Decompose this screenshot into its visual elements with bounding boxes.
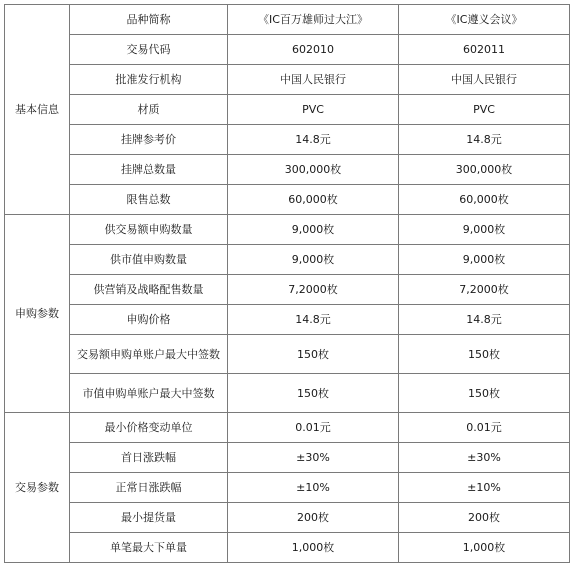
value-product-a: 《IC百万雄师过大江》 bbox=[228, 5, 399, 35]
row-label: 供市值申购数量 bbox=[70, 245, 228, 275]
table-row bbox=[5, 125, 570, 155]
value-product-a: ±30% bbox=[228, 443, 399, 473]
row-label: 首日涨跌幅 bbox=[70, 443, 228, 473]
value-product-a: 60,000枚 bbox=[228, 185, 399, 215]
row-label: 最小提货量 bbox=[70, 503, 228, 533]
table-row bbox=[5, 155, 570, 185]
row-label: 供交易额申购数量 bbox=[70, 215, 228, 245]
row-label: 单笔最大下单量 bbox=[70, 533, 228, 563]
value-product-b: 中国人民银行 bbox=[399, 65, 570, 95]
table-row bbox=[5, 413, 570, 443]
value-product-b: 1,000枚 bbox=[399, 533, 570, 563]
row-label: 挂牌参考价 bbox=[70, 125, 228, 155]
value-product-b: PVC bbox=[399, 95, 570, 125]
table-row bbox=[5, 185, 570, 215]
table-row bbox=[5, 374, 570, 413]
row-label: 交易代码 bbox=[70, 35, 228, 65]
row-label: 交易额申购单账户最大中签数 bbox=[70, 335, 228, 374]
value-product-b: ±30% bbox=[399, 443, 570, 473]
row-label: 供营销及战略配售数量 bbox=[70, 275, 228, 305]
group-label-subscription-params: 申购参数 bbox=[5, 215, 70, 413]
row-label: 正常日涨跌幅 bbox=[70, 473, 228, 503]
table-row bbox=[5, 335, 570, 374]
value-product-a: 14.8元 bbox=[228, 305, 399, 335]
value-product-b: 150枚 bbox=[399, 335, 570, 374]
row-label: 品种简称 bbox=[70, 5, 228, 35]
group-label-trading-params: 交易参数 bbox=[5, 413, 70, 563]
value-product-a: 602010 bbox=[228, 35, 399, 65]
table-row bbox=[5, 215, 570, 245]
value-product-a: 0.01元 bbox=[228, 413, 399, 443]
value-product-a: 14.8元 bbox=[228, 125, 399, 155]
value-product-b: 300,000枚 bbox=[399, 155, 570, 185]
row-label: 最小价格变动单位 bbox=[70, 413, 228, 443]
table-row bbox=[5, 65, 570, 95]
row-label: 批准发行机构 bbox=[70, 65, 228, 95]
row-label: 材质 bbox=[70, 95, 228, 125]
table-row bbox=[5, 473, 570, 503]
value-product-a: ±10% bbox=[228, 473, 399, 503]
value-product-b: 9,000枚 bbox=[399, 215, 570, 245]
row-label: 市值申购单账户最大中签数 bbox=[70, 374, 228, 413]
table-row bbox=[5, 503, 570, 533]
table-body bbox=[5, 5, 570, 563]
value-product-a: 200枚 bbox=[228, 503, 399, 533]
row-label: 申购价格 bbox=[70, 305, 228, 335]
row-label: 限售总数 bbox=[70, 185, 228, 215]
value-product-b: 60,000枚 bbox=[399, 185, 570, 215]
value-product-a: 1,000枚 bbox=[228, 533, 399, 563]
table-row bbox=[5, 245, 570, 275]
value-product-b: 《IC遵义会议》 bbox=[399, 5, 570, 35]
table-row bbox=[5, 5, 570, 35]
value-product-b: 14.8元 bbox=[399, 125, 570, 155]
value-product-a: 300,000枚 bbox=[228, 155, 399, 185]
group-label-basic-info: 基本信息 bbox=[5, 5, 70, 215]
table-row bbox=[5, 533, 570, 563]
table-row bbox=[5, 95, 570, 125]
table-row bbox=[5, 443, 570, 473]
value-product-a: 150枚 bbox=[228, 335, 399, 374]
value-product-b: ±10% bbox=[399, 473, 570, 503]
value-product-b: 9,000枚 bbox=[399, 245, 570, 275]
value-product-a: 9,000枚 bbox=[228, 215, 399, 245]
value-product-b: 602011 bbox=[399, 35, 570, 65]
table-row bbox=[5, 35, 570, 65]
value-product-a: 中国人民银行 bbox=[228, 65, 399, 95]
value-product-b: 200枚 bbox=[399, 503, 570, 533]
value-product-b: 14.8元 bbox=[399, 305, 570, 335]
value-product-a: 150枚 bbox=[228, 374, 399, 413]
table-row bbox=[5, 275, 570, 305]
parameters-table bbox=[4, 4, 570, 563]
row-label: 挂牌总数量 bbox=[70, 155, 228, 185]
value-product-b: 0.01元 bbox=[399, 413, 570, 443]
table-row bbox=[5, 305, 570, 335]
value-product-a: PVC bbox=[228, 95, 399, 125]
value-product-a: 9,000枚 bbox=[228, 245, 399, 275]
value-product-b: 7,2000枚 bbox=[399, 275, 570, 305]
value-product-a: 7,2000枚 bbox=[228, 275, 399, 305]
value-product-b: 150枚 bbox=[399, 374, 570, 413]
